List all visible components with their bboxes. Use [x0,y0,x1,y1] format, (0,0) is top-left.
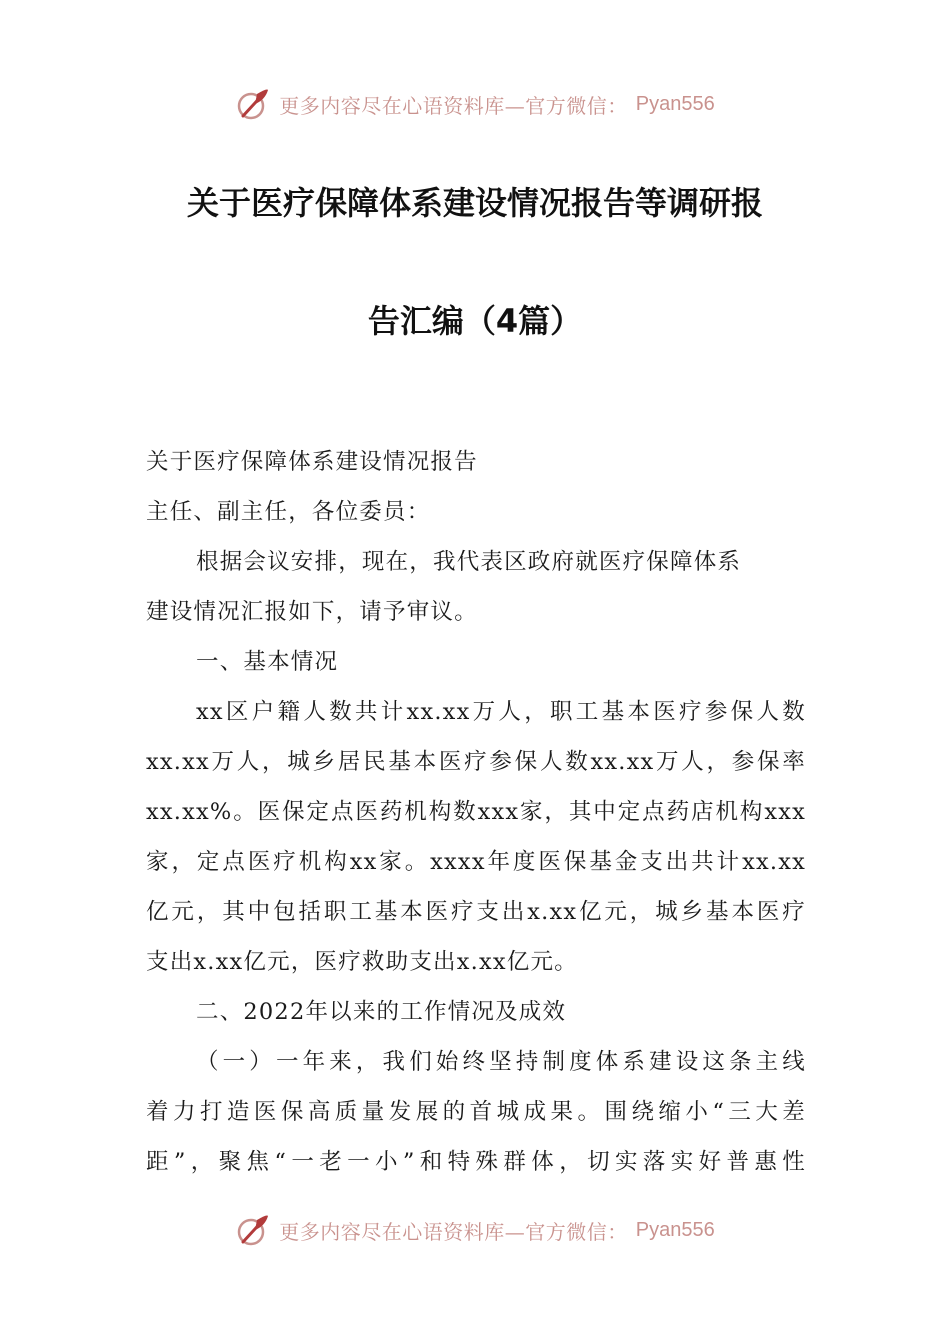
salutation: 主任、副主任，各位委员： [146,499,431,525]
watermark-wechat-id: Pyan556 [635,92,715,115]
section-heading-basic: 一、基本情况 [196,649,339,675]
watermark-wechat-id: Pyan556 [635,1218,715,1241]
paragraph-line: xx.xx%。医保定点医药机构数xxx家，其中定点药店机构xxx [146,799,806,825]
watermark-text: 更多内容尽在心语资料库—官方微信： [279,1219,628,1244]
watermark-banner-bottom [0,1208,950,1252]
document-body [146,437,806,1187]
paragraph-line: xx.xx万人，城乡居民基本医疗参保人数xx.xx万人，参保率 [146,749,806,775]
watermark-text: 更多内容尽在心语资料库—官方微信： [279,93,628,118]
paragraph-line: 家，定点医疗机构xx家。xxxx年度医保基金支出共计xx.xx [146,849,806,875]
paragraph-line: 支出x.xx亿元，医疗救助支出x.xx亿元。 [146,949,578,975]
document-title-line-2: 告汇编（4篇） [367,302,583,340]
paragraph-line: 建设情况汇报如下，请予审议。 [146,599,478,625]
quill-logo-icon [235,1212,271,1248]
paragraph-line: xx区户籍人数共计xx.xx万人，职工基本医疗参保人数 [196,699,806,725]
paragraph-line: 根据会议安排，现在，我代表区政府就医疗保障体系 [196,549,742,575]
report-heading: 关于医疗保障体系建设情况报告 [146,449,478,475]
section-heading-work: 二、2022年以来的工作情况及成效 [196,999,567,1025]
quill-logo-icon [235,86,271,122]
paragraph-line: 亿元，其中包括职工基本医疗支出x.xx亿元，城乡基本医疗 [146,899,806,925]
paragraph-line: 着力打造医保高质量发展的首城成果。围绕缩小“三大差 [146,1099,806,1125]
paragraph-line: （一）一年来，我们始终坚持制度体系建设这条主线 [196,1049,806,1075]
document-title-line-1: 关于医疗保障体系建设情况报告等调研报 [186,184,763,222]
watermark-banner-top [0,82,950,126]
paragraph-line: 距”，聚焦“一老一小”和特殊群体，切实落实好普惠性 [146,1149,806,1175]
